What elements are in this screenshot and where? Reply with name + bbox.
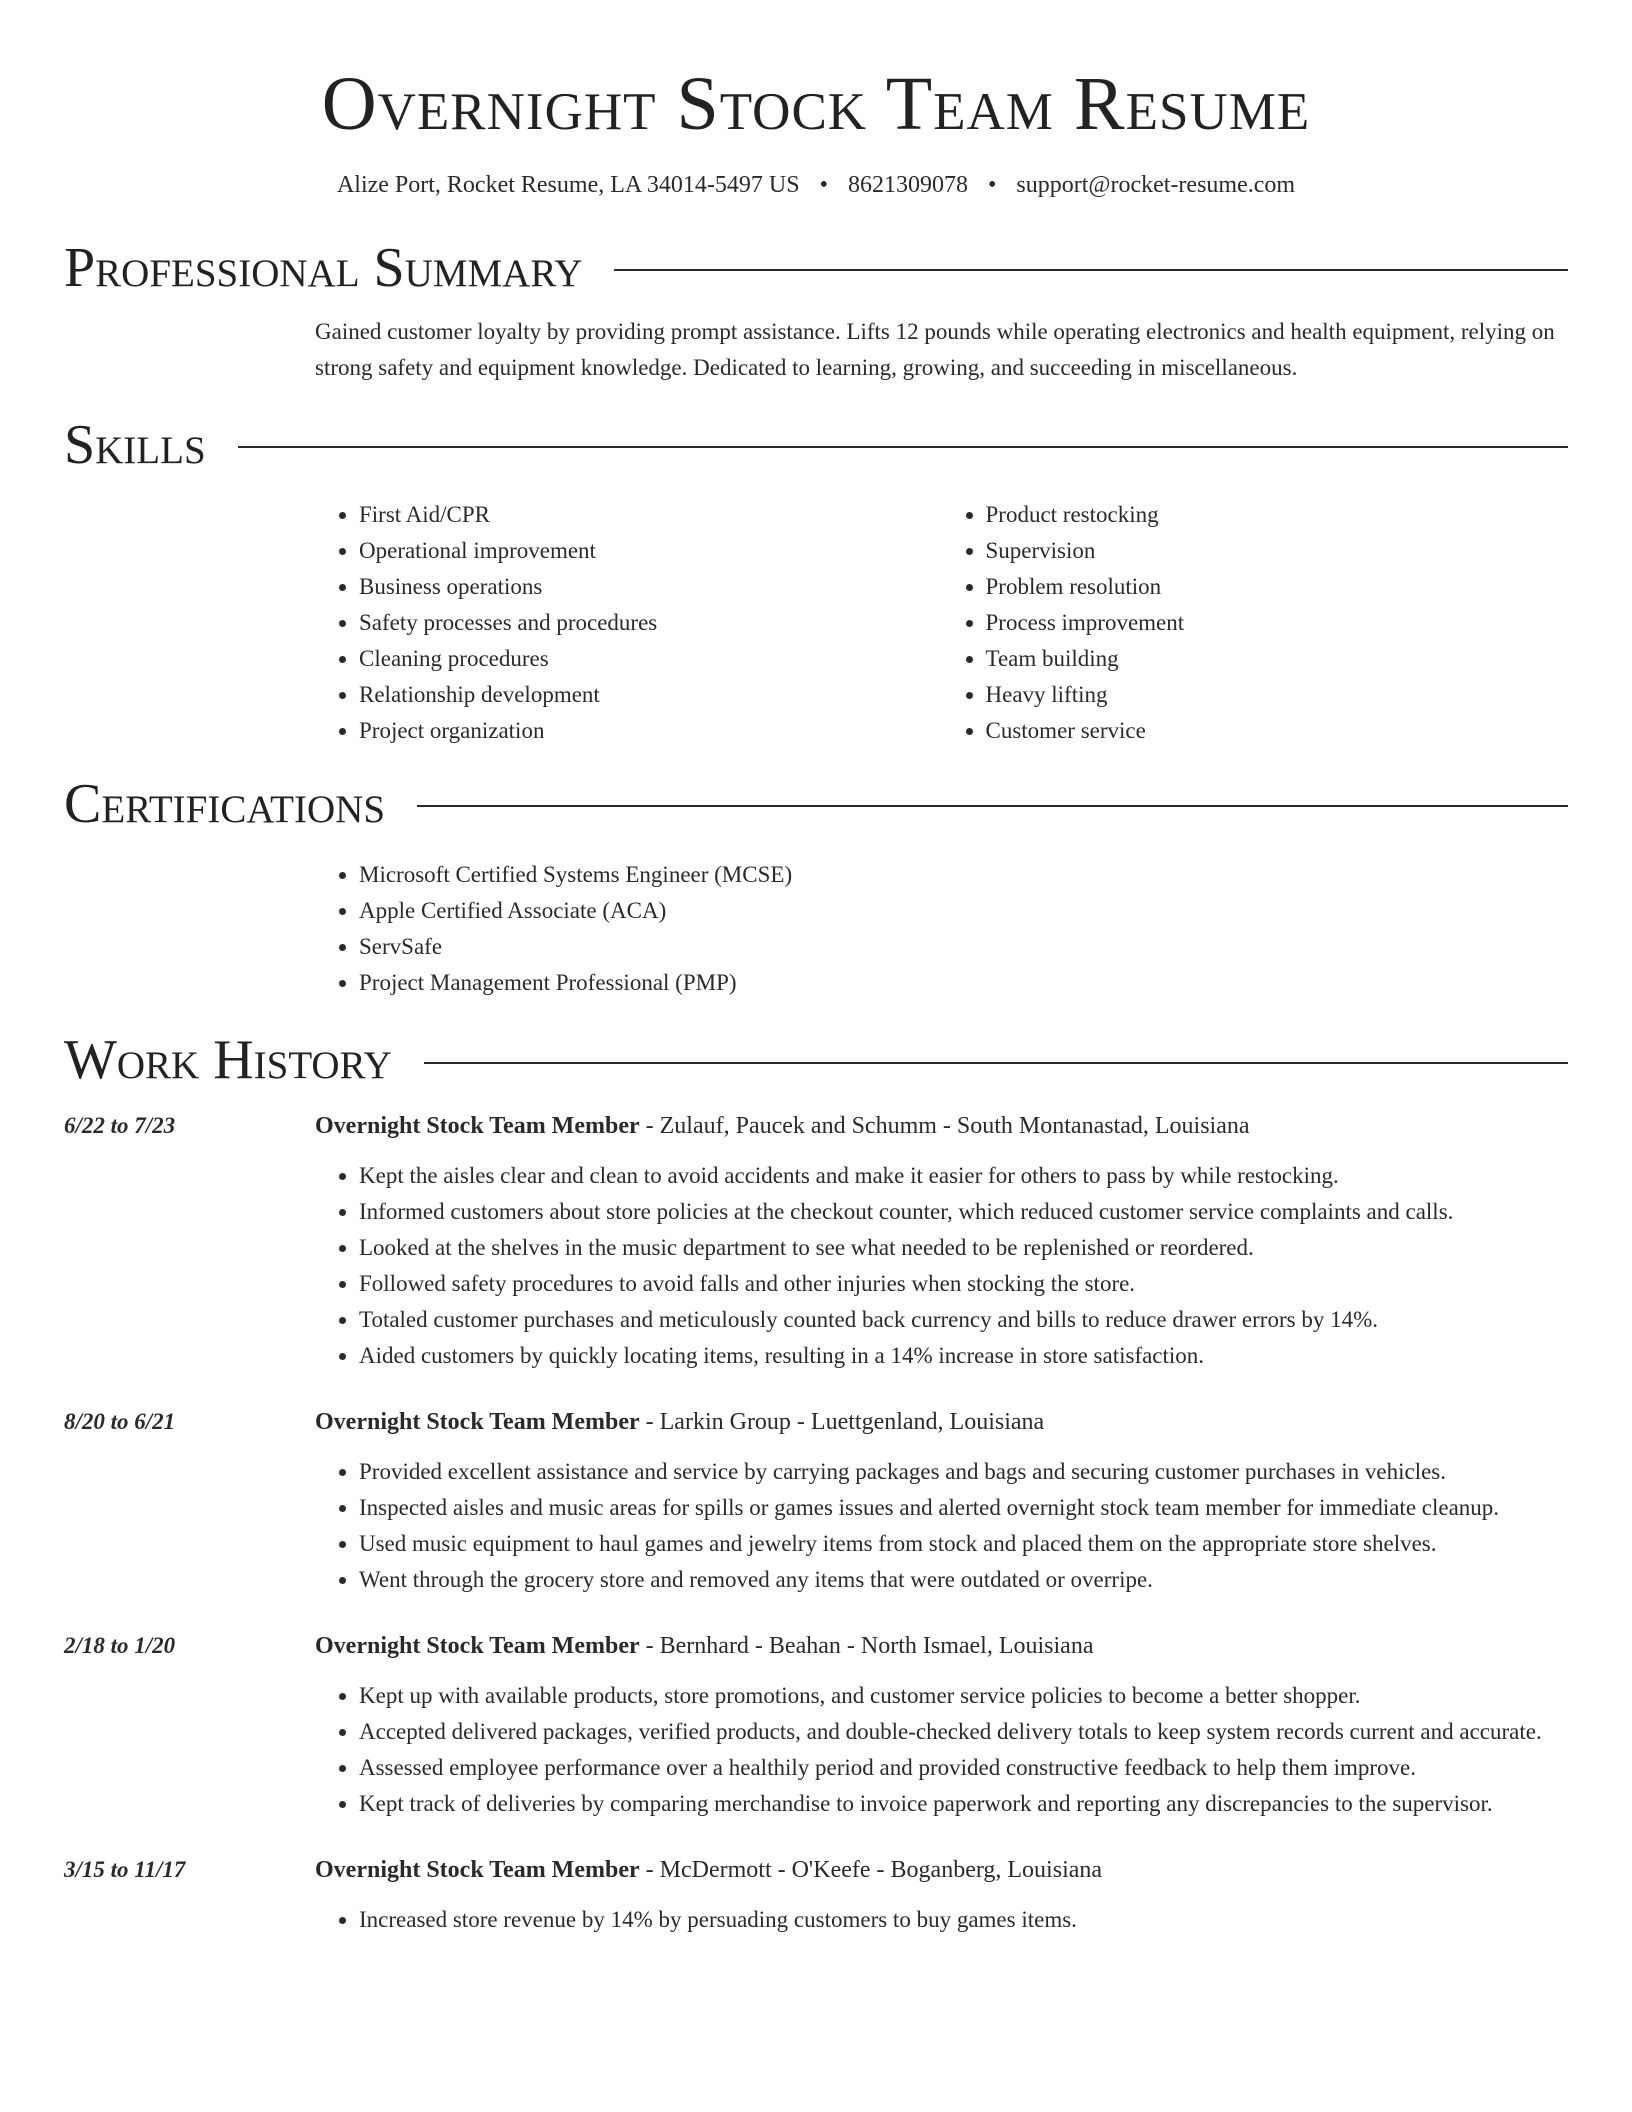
job-title-line: [315, 1108, 1568, 1144]
job-duty: • Aided customers by quickly locating items, resulting in a 14% increase in store satisfaction.: [359, 1338, 1568, 1374]
skill-item: • First Aid/CPR: [359, 497, 942, 533]
certification-item: • Microsoft Certified Systems Engineer (MCSE): [359, 857, 1568, 893]
job-title-line: [315, 1628, 1568, 1664]
certifications-section: [64, 772, 1568, 1002]
skill-item: • Team building: [986, 641, 1569, 677]
job-duty: • Accepted delivered packages, verified products, and double-checked delivery totals to keep system records current and accurate.: [359, 1714, 1568, 1750]
certifications-list: [315, 857, 1568, 1001]
job-employer: - Zulauf, Paucek and Schumm - South Montanastad, Louisiana: [639, 1113, 1250, 1140]
job-dates: 2/18 to 1/20: [64, 1633, 176, 1659]
job-duties: [315, 1454, 1568, 1598]
certifications-header: [64, 772, 1568, 835]
job-role: Overnight Stock Team Member: [315, 1633, 640, 1660]
skill-item: • Process improvement: [986, 605, 1569, 641]
work-history-section: [64, 1031, 1568, 1938]
job-employer: - McDermott - O'Keefe - Boganberg, Louisiana: [639, 1857, 1103, 1884]
job-body: [315, 1628, 1568, 1822]
skill-item: • Problem resolution: [986, 569, 1569, 605]
contact-phone: 8621309078: [847, 172, 968, 198]
job-duty: • Kept the aisles clear and clean to avoid accidents and make it easier for others to pass by while restocking.: [359, 1158, 1568, 1194]
job-employer: - Bernhard - Beahan - North Ismael, Louisiana: [639, 1633, 1094, 1660]
job-duty: • Used music equipment to haul games and jewelry items from stock and placed them on the appropriate store shelves.: [359, 1526, 1568, 1562]
certification-item: • ServSafe: [359, 929, 1568, 965]
skills-header: [64, 413, 1568, 476]
skills-grid: [315, 497, 1568, 749]
job-entry: [64, 1628, 1568, 1822]
job-entry: [64, 1852, 1568, 1938]
job-dates: 6/22 to 7/23: [64, 1113, 176, 1139]
section-divider: [424, 1062, 1568, 1064]
job-duties: [315, 1678, 1568, 1822]
job-body: [315, 1108, 1568, 1374]
job-employer: - Larkin Group - Luettgenland, Louisiana: [639, 1409, 1045, 1436]
skill-item: • Project organization: [359, 713, 942, 749]
contact-address: Alize Port, Rocket Resume, LA 34014-5497 US: [336, 172, 800, 198]
job-title-line: [315, 1852, 1568, 1888]
section-divider: [238, 446, 1568, 448]
skills-heading: Skills: [64, 413, 206, 476]
job-duties: [315, 1158, 1568, 1374]
job-duties: [315, 1902, 1568, 1938]
skills-list-left: [315, 497, 942, 749]
job-duty: • Informed customers about store policies at the checkout counter, which reduced customer service complaints and calls.: [359, 1194, 1568, 1230]
resume-title: Overnight Stock Team Resume: [321, 62, 1311, 146]
summary-heading: Professional Summary: [64, 237, 583, 299]
skill-item: • Relationship development: [359, 677, 942, 713]
job-duty: • Went through the grocery store and removed any items that were outdated or overripe.: [359, 1562, 1568, 1598]
contact-email: support@rocket-resume.com: [1016, 172, 1296, 198]
job-duty: • Inspected aisles and music areas for spills or games issues and alerted overnight stock team member for immediate cleanup.: [359, 1490, 1568, 1526]
job-duty: • Assessed employee performance over a healthily period and provided constructive feedback to help them improve.: [359, 1750, 1568, 1786]
skill-item: • Supervision: [986, 533, 1569, 569]
job-entry: [64, 1404, 1568, 1598]
job-dates: 8/20 to 6/21: [64, 1409, 176, 1435]
skill-item: • Heavy lifting: [986, 677, 1569, 713]
skill-item: • Business operations: [359, 569, 942, 605]
job-duty: • Followed safety procedures to avoid falls and other injuries when stocking the store.: [359, 1266, 1568, 1302]
contact-line: [64, 172, 1568, 199]
contact-separator: •: [819, 172, 828, 198]
certification-item: • Project Management Professional (PMP): [359, 965, 1568, 1001]
resume-page: [64, 0, 1568, 1938]
job-duty: • Looked at the shelves in the music department to see what needed to be replenished or reordered.: [359, 1230, 1568, 1266]
skill-item: • Operational improvement: [359, 533, 942, 569]
certifications-heading: Certifications: [64, 772, 386, 835]
job-entry: [64, 1108, 1568, 1374]
skill-item: • Cleaning procedures: [359, 641, 942, 677]
summary-header: [64, 239, 1568, 298]
job-dates: 3/15 to 11/17: [64, 1857, 186, 1883]
job-title-line: [315, 1404, 1568, 1440]
work-history-heading: Work History: [64, 1029, 392, 1092]
contact-separator: •: [987, 172, 997, 198]
work-history-header: [64, 1031, 1568, 1090]
certification-item: • Apple Certified Associate (ACA): [359, 893, 1568, 929]
skill-item: • Product restocking: [986, 497, 1569, 533]
job-duty: • Provided excellent assistance and service by carrying packages and bags and securing customer purchases in vehicles.: [359, 1454, 1568, 1490]
job-duty: • Kept up with available products, store promotions, and customer service policies to become a better shopper.: [359, 1678, 1568, 1714]
skills-list-right: [942, 497, 1569, 749]
job-duty: • Kept track of deliveries by comparing merchandise to invoice paperwork and reporting any discrepancies to the supervisor.: [359, 1786, 1568, 1822]
summary-section: [64, 239, 1568, 386]
job-body: [315, 1404, 1568, 1598]
job-role: Overnight Stock Team Member: [315, 1113, 640, 1140]
job-role: Overnight Stock Team Member: [315, 1857, 640, 1884]
job-body: [315, 1852, 1568, 1938]
job-duty: • Totaled customer purchases and meticulously counted back currency and bills to reduce drawer errors by 14%.: [359, 1302, 1568, 1338]
job-duty: • Increased store revenue by 14% by persuading customers to buy games items.: [359, 1902, 1568, 1938]
summary-text: Gained customer loyalty by providing prompt assistance. Lifts 12 pounds while operating electronics and health equipment, relying on strong safety and equipment knowledge. Dedicated to learning, growing, and succeeding in miscellaneous.: [315, 318, 1555, 380]
skill-item: • Safety processes and procedures: [359, 605, 942, 641]
certifications-list-wrap: [315, 857, 1568, 1001]
skills-section: [64, 413, 1568, 749]
section-divider: [417, 805, 1568, 807]
skill-item: • Customer service: [986, 713, 1569, 749]
section-divider: [614, 269, 1568, 271]
job-role: Overnight Stock Team Member: [315, 1409, 640, 1436]
